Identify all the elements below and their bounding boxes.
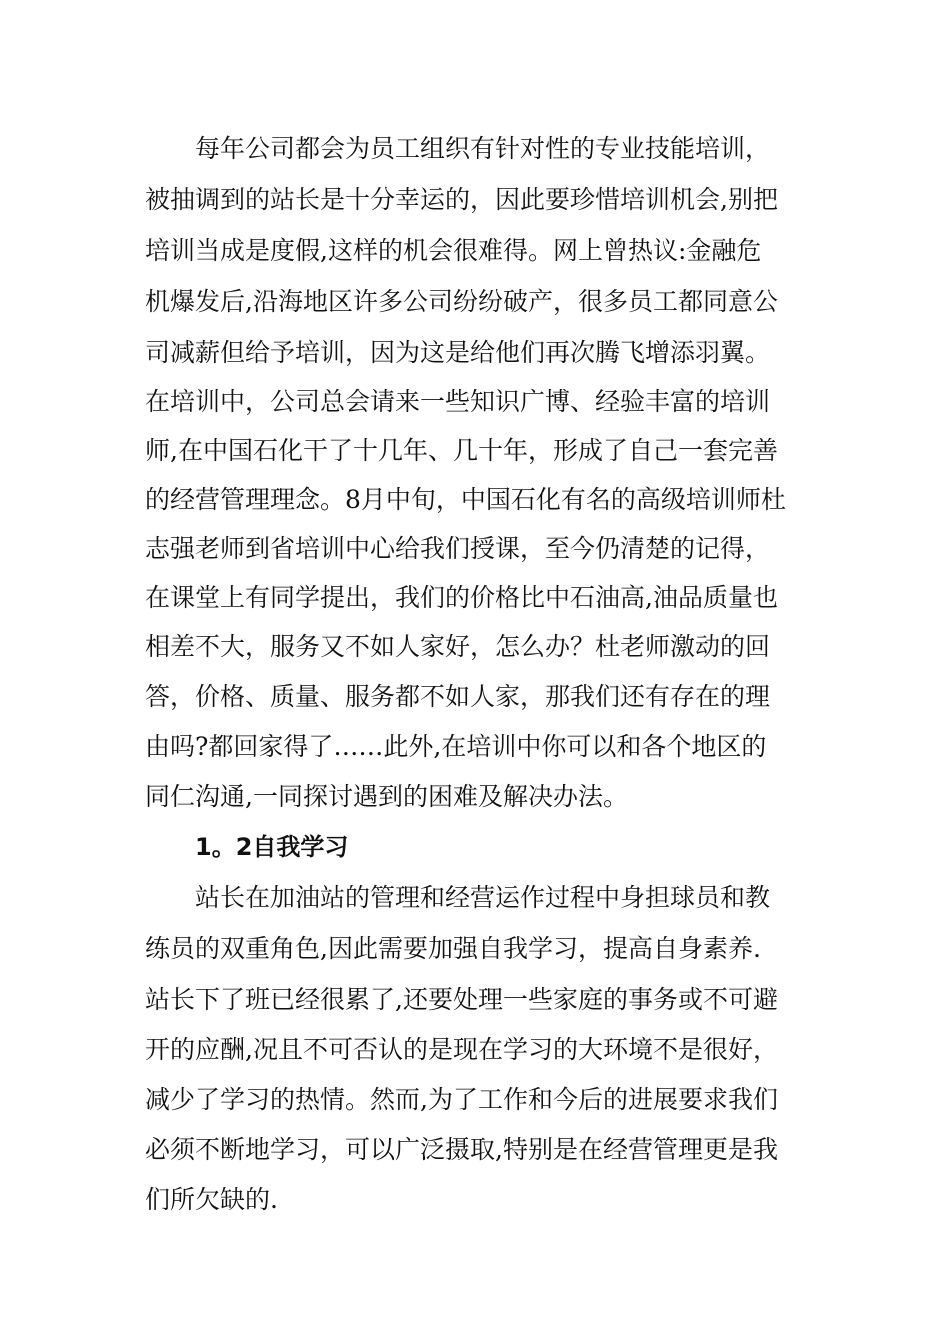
section-heading: 1。2自我学习 (195, 833, 349, 861)
text-line: 在课堂上有同学提出，我们的价格比中石油高,油品质量也 (145, 583, 778, 612)
text-line: 开的应酬,况且不可否认的是现在学习的大环境不是很好， (145, 1035, 778, 1064)
text-line: 志强老师到省培训中心给我们授课，至今仍清楚的记得， (145, 534, 771, 563)
text-line: 被抽调到的站长是十分幸运的，因此要珍惜培训机会,别把 (145, 185, 778, 214)
text-line: 培训当成是度假,这样的机会很难得。网上曾热议:金融危 (145, 236, 762, 265)
text-line: 们所欠缺的. (145, 1185, 278, 1214)
text-line: 的经营管理理念。8月中旬，中国石化有名的高级培训师杜 (145, 485, 786, 514)
text-line: 师,在中国石化干了十几年、几十年，形成了自己一套完善 (145, 436, 778, 465)
text-line: 每年公司都会为员工组织有针对性的专业技能培训， (195, 134, 771, 163)
text-line: 必须不断地学习，可以广泛摄取,特别是在经营管理更是我 (145, 1135, 778, 1164)
text-line: 同仁沟通,一同探讨遇到的困难及解决办法。 (145, 782, 628, 811)
text-line: 答，价格、质量、服务都不如人家，那我们还有存在的理 (145, 682, 771, 711)
text-line: 练员的双重角色,因此需要加强自我学习，提高自身素养. (145, 934, 761, 963)
text-line: 相差不大，服务又不如人家好，怎么办？杜老师激动的回 (145, 632, 771, 661)
text-line: 司减薪但给予培训，因为这是给他们再次腾飞增添羽翼。 (145, 338, 771, 367)
text-line: 站长下了班已经很累了,还要处理一些家庭的事务或不可避 (145, 985, 778, 1014)
text-line: 减少了学习的热情。然而,为了工作和今后的进展要求我们 (145, 1085, 778, 1114)
text-line: 由吗?都回家得了……此外,在培训中你可以和各个地区的 (145, 732, 767, 761)
text-line: 站长在加油站的管理和经营运作过程中身担球员和教 (195, 883, 771, 912)
text-line: 机爆发后,沿海地区许多公司纷纷破产，很多员工都同意公 (145, 287, 778, 316)
text-line: 在培训中，公司总会请来一些知识广博、经验丰富的培训 (145, 387, 771, 416)
